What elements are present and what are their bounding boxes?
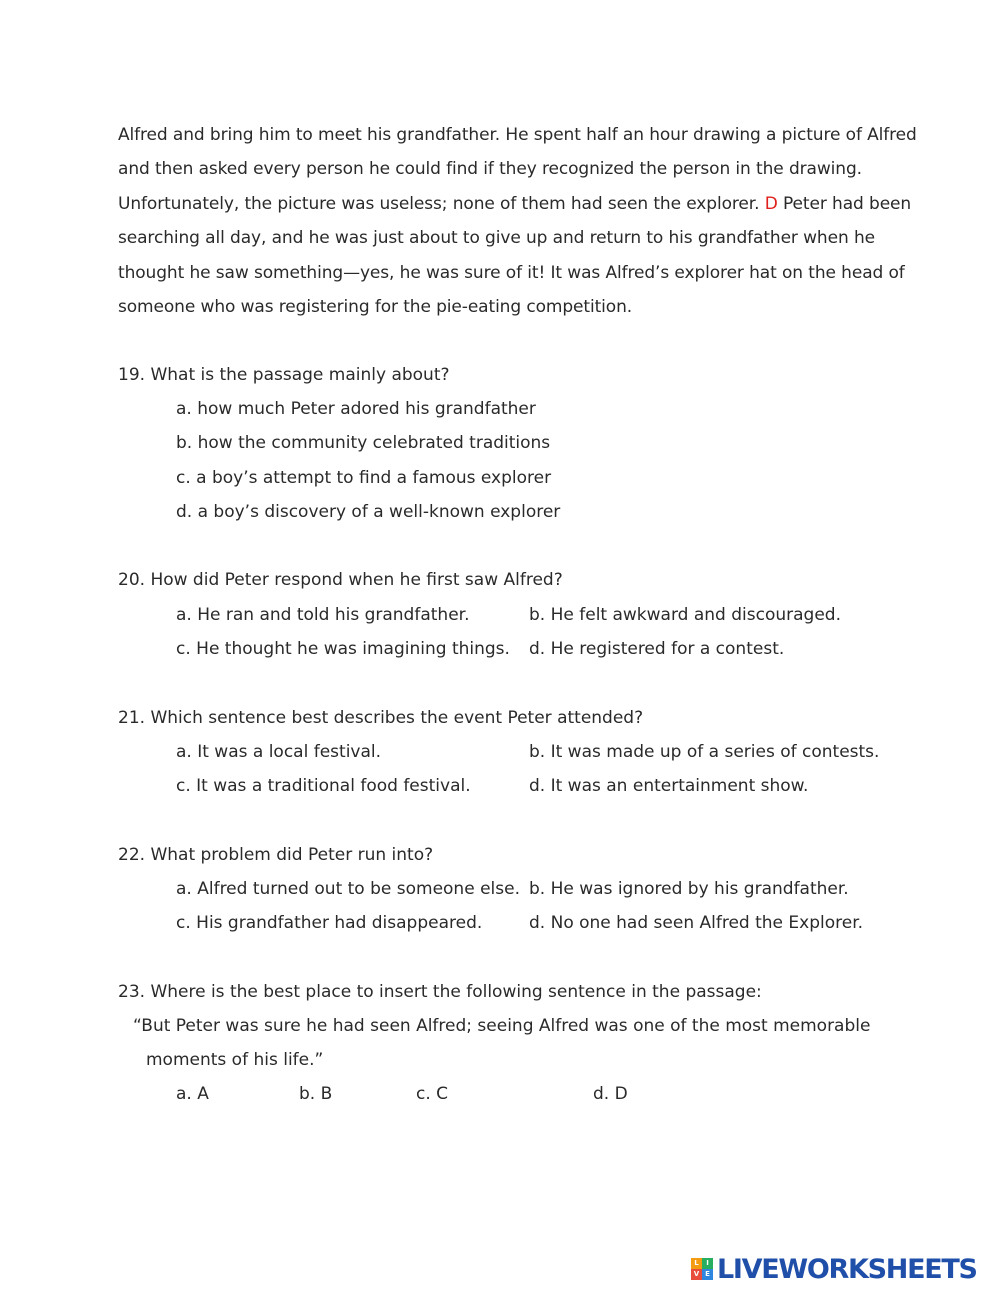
q22-option-d[interactable]: d. No one had seen Alfred the Explorer. xyxy=(529,913,864,933)
q23-option-b[interactable]: b. B xyxy=(299,1084,333,1104)
liveworksheets-logo[interactable] xyxy=(691,1252,977,1286)
q19-option-b[interactable]: b. how the community celebrated traditions xyxy=(176,433,551,453)
quoted-sentence-line: moments of his life.” xyxy=(146,1050,324,1070)
quoted-sentence-line: “But Peter was sure he had seen Alfred; seeing Alfred was one of the most memorable xyxy=(133,1016,871,1036)
q20-option-c[interactable]: c. He thought he was imagining things. xyxy=(176,639,510,659)
insertion-marker-d: D xyxy=(764,193,778,214)
q20-option-b[interactable]: b. He felt awkward and discouraged. xyxy=(529,605,841,625)
q23-option-c[interactable]: c. C xyxy=(416,1084,449,1104)
passage-text: Unfortunately, the picture was useless; none of them had seen the explorer. xyxy=(118,193,765,214)
question-20-stem: 20. How did Peter respond when he first saw Alfred? xyxy=(118,570,563,590)
passage-text: Peter had been xyxy=(777,193,912,214)
q19-option-d[interactable]: d. a boy’s discovery of a well-known explorer xyxy=(176,502,561,522)
passage-line: searching all day, and he was just about to give up and return to his grandfather when he xyxy=(118,228,875,249)
logo-tile: L xyxy=(691,1258,702,1269)
q21-option-a[interactable]: a. It was a local festival. xyxy=(176,742,382,762)
question-22-stem: 22. What problem did Peter run into? xyxy=(118,845,434,865)
q22-option-b[interactable]: b. He was ignored by his grandfather. xyxy=(529,879,849,899)
q20-option-a[interactable]: a. He ran and told his grandfather. xyxy=(176,605,470,625)
question-21-stem: 21. Which sentence best describes the event Peter attended? xyxy=(118,708,644,728)
passage-line xyxy=(118,187,912,221)
passage-line: thought he saw something—yes, he was sure of it! It was Alfred’s explorer hat on the head of xyxy=(118,262,905,283)
q23-option-d[interactable]: d. D xyxy=(593,1084,628,1104)
logo-tile: I xyxy=(702,1258,713,1269)
q19-option-a[interactable]: a. how much Peter adored his grandfather xyxy=(176,399,536,419)
question-19-stem: 19. What is the passage mainly about? xyxy=(118,365,450,385)
q19-option-c[interactable]: c. a boy’s attempt to find a famous explorer xyxy=(176,468,552,488)
q22-option-c[interactable]: c. His grandfather had disappeared. xyxy=(176,913,483,933)
logo-text: LIVEWORKSHEETS xyxy=(717,1253,977,1285)
q23-option-a[interactable]: a. A xyxy=(176,1084,209,1104)
logo-tile: E xyxy=(702,1269,713,1280)
passage-line: Alfred and bring him to meet his grandfather. He spent half an hour drawing a picture of Alfred xyxy=(118,125,917,145)
liveworksheets-logo-icon xyxy=(691,1258,713,1280)
q22-option-a[interactable]: a. Alfred turned out to be someone else. xyxy=(176,879,520,899)
q21-option-d[interactable]: d. It was an entertainment show. xyxy=(529,776,809,796)
q21-option-c[interactable]: c. It was a traditional food festival. xyxy=(176,776,471,796)
reading-passage xyxy=(118,118,917,324)
question-23-stem: 23. Where is the best place to insert the following sentence in the passage: xyxy=(118,982,762,1002)
q20-option-d[interactable]: d. He registered for a contest. xyxy=(529,639,785,659)
passage-line: someone who was registering for the pie-eating competition. xyxy=(118,296,633,317)
q21-option-b[interactable]: b. It was made up of a series of contests. xyxy=(529,742,880,762)
logo-tile: V xyxy=(691,1269,702,1280)
passage-line: and then asked every person he could find if they recognized the person in the drawing. xyxy=(118,159,862,180)
